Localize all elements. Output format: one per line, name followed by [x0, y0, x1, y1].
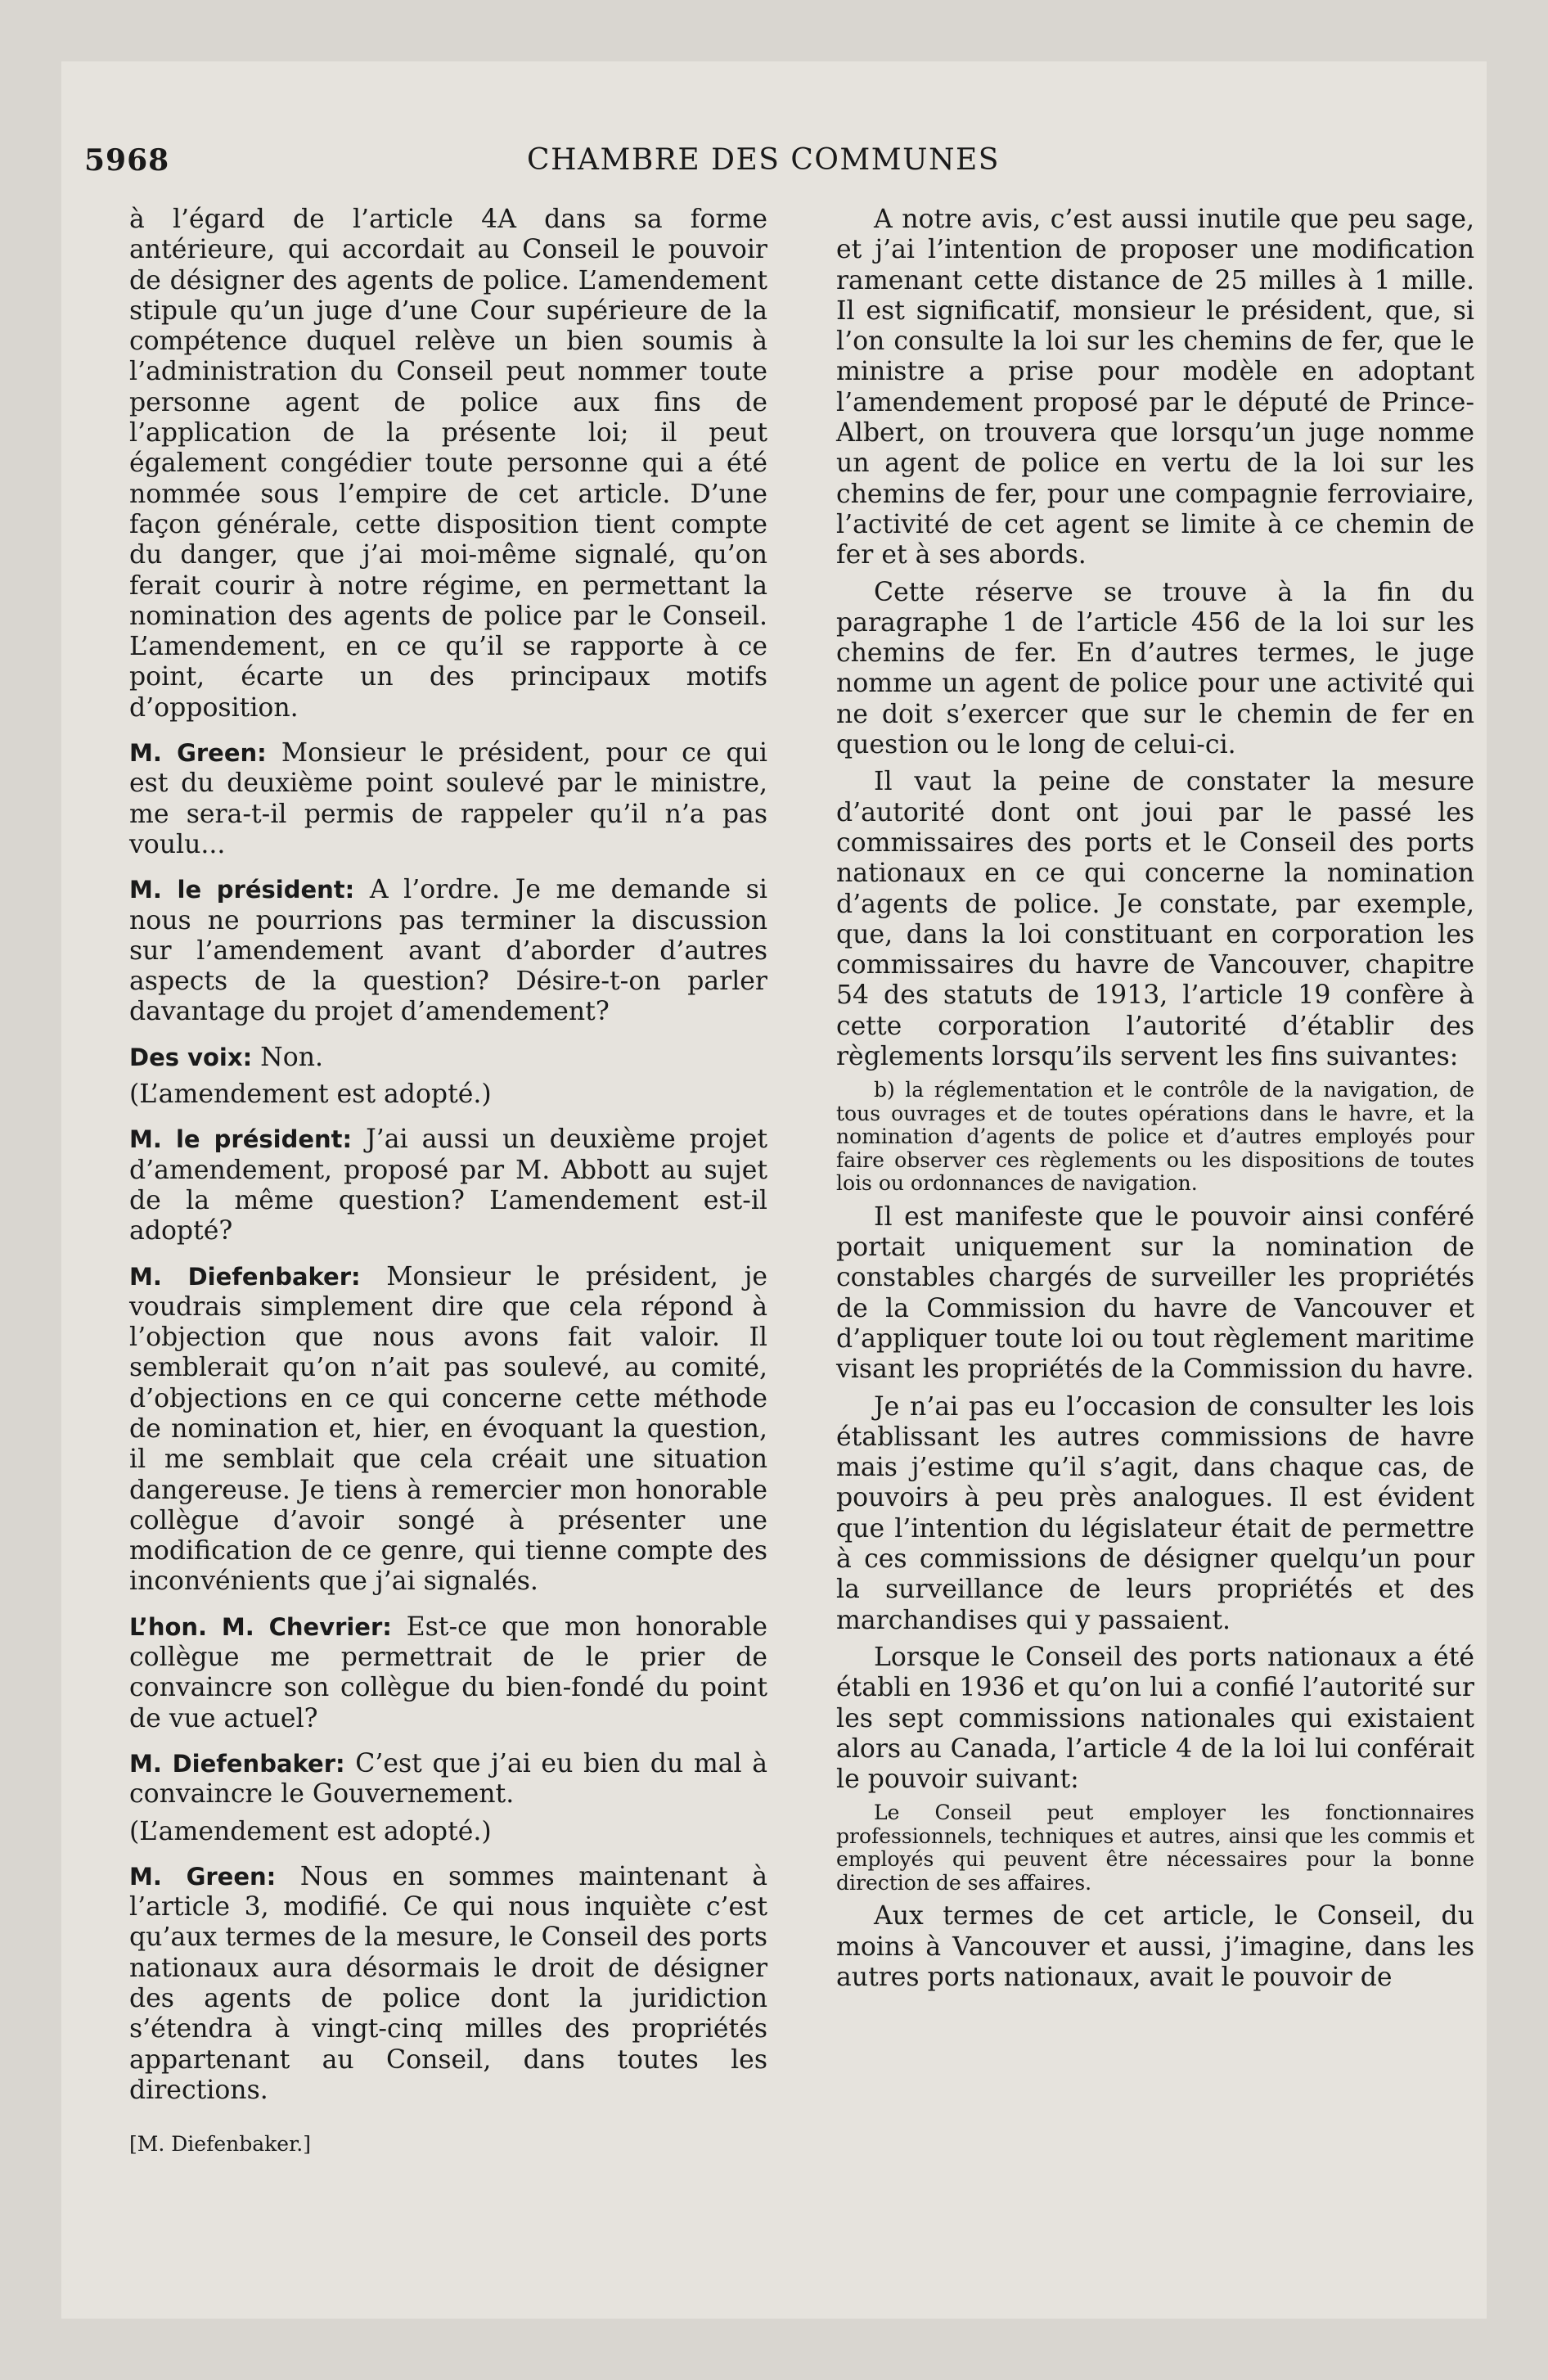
- speech-text: A l’ordre. Je me demande si nous ne pourrions pas terminer la discussion sur l’amendement avant d’aborder d’autres aspects de la question? Désire-t-on parler davantage du projet d’amendement?: [129, 875, 767, 1027]
- speech: [129, 1262, 767, 1598]
- paragraph: Aux termes de cet article, le Conseil, du moins à Vancouver et aussi, j’imagine, dans les autres ports nationaux, avait le pouvoir de: [836, 1901, 1474, 1993]
- right-column: [836, 205, 1474, 1999]
- speech-text: Non.: [252, 1042, 324, 1072]
- speech: [129, 1125, 767, 1246]
- paragraph: Lorsque le Conseil des ports nationaux a été établi en 1936 et qu’on lui a confié l’autorité sur les sept commissions nationales qui existaient alors au Canada, l’article 4 de la loi lui conférait le pouvoir suivant:: [836, 1642, 1474, 1795]
- speech-text: J’ai aussi un deuxième projet d’amendement, proposé par M. Abbott au sujet de la même question? L’amendement est-il adopté?: [129, 1125, 768, 1246]
- procedural-note: (L’amendement est adopté.): [129, 1816, 492, 1846]
- speaker-name: Des voix:: [129, 1043, 253, 1071]
- speaker-attribution: [M. Diefenbaker.]: [129, 2132, 311, 2157]
- running-title: CHAMBRE DES COMMUNES: [527, 143, 1000, 177]
- speaker-name: M. Diefenbaker:: [129, 1749, 345, 1778]
- speech: [129, 738, 767, 860]
- speaker-name: M. Diefenbaker:: [129, 1262, 361, 1291]
- speech-text: Monsieur le président, pour ce qui est du deuxième point soulevé par le ministre, me sera-t-il permis de rappeler qu’il n’a pas voulu...: [129, 738, 767, 859]
- paragraph: à l’égard de l’article 4A dans sa forme antérieure, qui accordait au Conseil le pouvoir de désigner des agents de police. L’amendement stipule qu’un juge d’une Cour supérieure de la compétence duquel relève un bien soumis à l’administration du Conseil peut nommer toute personne agent de police aux fins de l’application de la présente loi; il peut également congédier toute personne qui a été nommée sous l’empire de cet article. D’une façon générale, cette disposition tient compte du danger, que j’ai moi-même signalé, qu’on ferait courir à notre régime, en permettant la nomination des agents de police par le Conseil. L’amendement, en ce qu’il se rapporte à ce point, écarte un des principaux motifs d’opposition.: [129, 205, 767, 723]
- procedural-note: (L’amendement est adopté.): [129, 1080, 492, 1110]
- speech: [129, 875, 767, 1027]
- page-number: 5968: [84, 143, 170, 178]
- paragraph: Il est manifeste que le pouvoir ainsi conféré portait uniquement sur la nomination de constables chargés de surveiller les propriétés de la Commission du havre de Vancouver et d’appliquer toute loi ou tout règlement maritime visant les propriétés de la Commission du havre.: [836, 1201, 1474, 1385]
- speaker-name: M. Green:: [129, 1862, 277, 1891]
- page-header: [84, 143, 1442, 184]
- speaker-name: L’hon. M. Chevrier:: [129, 1612, 392, 1641]
- speech-text: Est-ce que mon honorable collègue me permettrait de le prier de convaincre son collègue du bien-fondé du point de vue actuel?: [129, 1611, 768, 1733]
- paragraph: Il vaut la peine de constater la mesure d’autorité dont ont joui par le passé les commissaires des ports et le Conseil des ports nationaux en ce qui concerne la nomination d’agents de police. Je constate, par exemple, que, dans la loi constituant en corporation les commissaires du havre de Vancouver, chapitre 54 des statuts de 1913, l’article 19 confère à cette corporation l’autorité d’établir des règlements lorsqu’ils servent les fins suivantes:: [836, 767, 1474, 1072]
- paragraph: Je n’ai pas eu l’occasion de consulter les lois établissant les autres commissions de havre mais j’estime qu’il s’agit, dans chaque cas, de pouvoirs à peu près analogues. Il est évident que l’intention du législateur était de permettre à ces commissions de désigner quelqu’un pour la surveillance de leurs propriétés et des marchandises qui y passaient.: [836, 1391, 1474, 1635]
- speech: [129, 1612, 767, 1734]
- block-quote: b) la réglementation et le contrôle de la navigation, de tous ouvrages et de toutes opérations dans le havre, et la nomination d’agents de police et d’autres employés pour faire observer ces règlements ou les dispositions de toutes lois ou ordonnances de navigation.: [836, 1078, 1474, 1196]
- speech: [129, 1862, 767, 2106]
- block-quote: Le Conseil peut employer les fonctionnaires professionnels, techniques et autres, ainsi que les commis et employés qui peuvent être nécessaires pour la bonne direction de ses affaires.: [836, 1801, 1474, 1895]
- speech-text: Monsieur le président, je voudrais simplement dire que cela répond à l’objection que nous avons fait valoir. Il semblerait qu’on n’ait pas soulevé, au comité, d’objections en ce qui concerne cette méthode de nomination et, hier, en évoquant la question, il me semblait que cela créait une situation dangereuse. Je tiens à remercier mon honorable collègue d’avoir songé à présenter une modification de ce genre, qui tienne compte des inconvénients que j’ai signalés.: [129, 1261, 767, 1597]
- left-column: [129, 205, 767, 2166]
- speech-text: Nous en sommes maintenant à l’article 3, modifié. Ce qui nous inquiète c’est qu’aux termes de la mesure, le Conseil des ports nationaux aura désormais le droit de désigner des agents de police dont la juridiction s’étendra à vingt-cinq milles des propriétés appartenant au Conseil, dans toutes les directions.: [129, 1861, 768, 2105]
- paragraph: A notre avis, c’est aussi inutile que peu sage, et j’ai l’intention de proposer une modification ramenant cette distance de 25 milles à 1 mille. Il est significatif, monsieur le président, que, si l’on consulte la loi sur les chemins de fer, que le ministre a prise pour modèle en adoptant l’amendement proposé par le député de Prince-Albert, on trouvera que lorsqu’un juge nomme un agent de police en vertu de la loi sur les chemins de fer, pour une compagnie ferroviaire, l’activité de cet agent se limite à ce chemin de fer et à ses abords.: [836, 205, 1474, 570]
- speaker-name: M. le président:: [129, 1125, 353, 1154]
- speech: [129, 1749, 767, 1810]
- speech-text: C’est que j’ai eu bien du mal à convaincre le Gouvernement.: [129, 1748, 767, 1810]
- paragraph: Cette réserve se trouve à la fin du paragraphe 1 de l’article 456 de la loi sur les chemins de fer. En d’autres termes, le juge nomme un agent de police pour une activité qui ne doit s’exercer que sur le chemin de fer en question ou le long de celui-ci.: [836, 577, 1474, 760]
- speaker-name: M. le président:: [129, 876, 355, 904]
- page: [61, 61, 1487, 2319]
- speaker-name: M. Green:: [129, 739, 267, 768]
- speech: [129, 1043, 767, 1073]
